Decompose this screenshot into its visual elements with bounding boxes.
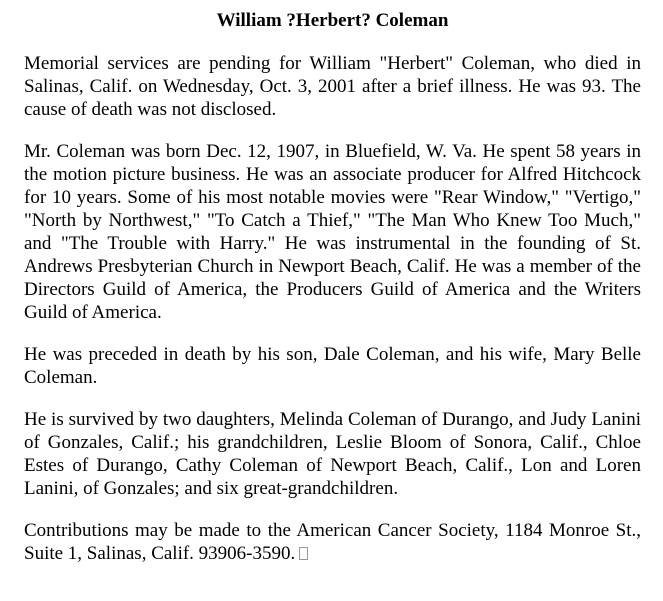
- missing-character-box-icon: [299, 547, 308, 560]
- paragraph-memorial: Memorial services are pending for William "Herbert" Coleman, who died in Salinas, Calif. on Wednesday, Oct. 3, 2001 after a brief illness. He was 93. The cause of death was not disclosed.: [24, 53, 641, 120]
- paragraph-preceded: He was preceded in death by his son, Dale Coleman, and his wife, Mary Belle Coleman.: [24, 344, 641, 388]
- obituary-document: [24, 8, 641, 584]
- contributions-text: Contributions may be made to the American Cancer Society, 1184 Monroe St., Suite 1, Salinas, Calif. 93906-3590.: [24, 520, 641, 564]
- paragraph-contributions: [24, 519, 641, 565]
- paragraph-survived: He is survived by two daughters, Melinda Coleman of Durango, and Judy Lanini of Gonzales, Calif.; his grandchildren, Leslie Bloom of Sonora, Calif., Chloe Estes of Durango, Cathy Coleman of Newport Beach, Calif., Lon and Loren Lanini, of Gonzales; and six great-grandchildren.: [24, 409, 641, 499]
- page-title: William ?Herbert? Coleman: [216, 10, 449, 31]
- paragraph-biography: Mr. Coleman was born Dec. 12, 1907, in Bluefield, W. Va. He spent 58 years in the motion picture business. He was an associate producer for Alfred Hitchcock for 10 years. Some of his most notable movies were "Rear Window," "Vertigo," "North by Northwest," "To Catch a Thief," "The Man Who Knew Too Much," and "The Trouble with Harry." He was instrumental in the founding of St. Andrews Presbyterian Church in Newport Beach, Calif. He was a member of the Directors Guild of America, the Producers Guild of America and the Writers Guild of America.: [24, 141, 641, 323]
